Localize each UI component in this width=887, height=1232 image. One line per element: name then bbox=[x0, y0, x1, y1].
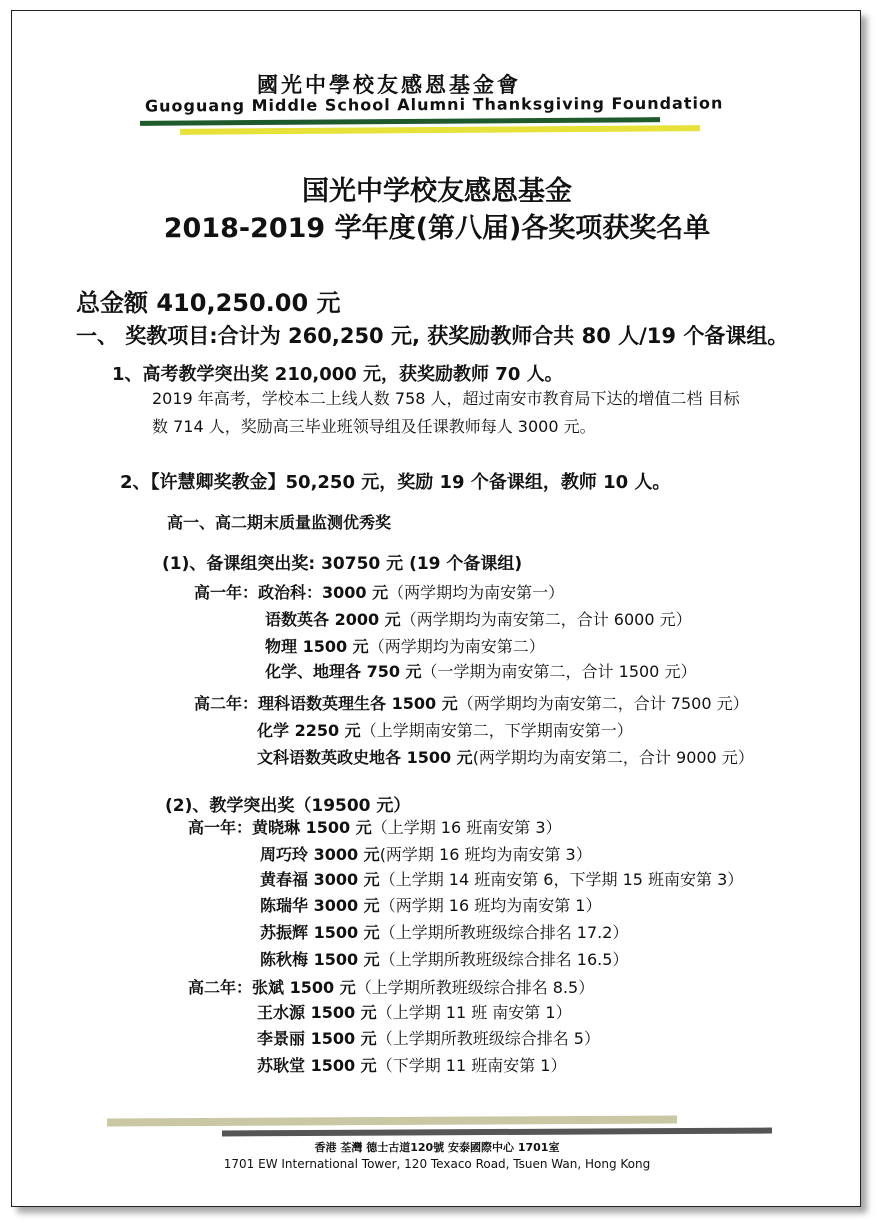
footer-address-en: 1701 EW International Tower, 120 Texaco Road, Tsuen Wan, Hong Kong bbox=[223, 1157, 651, 1171]
letterhead-yellow-rule bbox=[180, 125, 700, 135]
footer-yellow-rule bbox=[107, 1116, 677, 1127]
award-note: （两学期均为南安第一） bbox=[388, 583, 565, 602]
grade-label: 高一年： bbox=[194, 583, 259, 602]
award-note: （上学期 11 班 南安第 1） bbox=[376, 1003, 572, 1022]
footer-address-cn: 香港 荃灣 德士古道120號 安泰國際中心 1701室 bbox=[314, 1141, 560, 1154]
award-note: （上学期南安第二，下学期南安第一） bbox=[360, 721, 633, 740]
award-line bbox=[188, 975, 594, 998]
document-title-line2: 2018-2019 学年度(第八届)各奖项获奖名单 bbox=[163, 213, 711, 244]
part1-heading: (1)、备课组突出奖: 30750 元 (19 个备课组) bbox=[162, 554, 523, 574]
award-amount: 陈秋梅 1500 元 bbox=[260, 950, 380, 969]
item2-heading: 2、【许慧卿奖教金】50,250 元，奖励 19 个备课组，教师 10 人。 bbox=[120, 472, 671, 493]
item2-subheading: 高一、高二期末质量监测优秀奖 bbox=[167, 513, 392, 532]
award-line bbox=[265, 607, 692, 630]
award-line bbox=[260, 947, 628, 970]
award-amount: 理科语数英理生各 1500 元 bbox=[258, 694, 458, 713]
award-note: (两学期 16 班均为南安第 3） bbox=[379, 845, 592, 864]
letterhead-name-cn: 國光中學校友感恩基金會 bbox=[257, 73, 521, 97]
document-title-line1: 国光中学校友感恩基金 bbox=[302, 176, 572, 207]
award-line bbox=[260, 867, 743, 890]
award-line bbox=[257, 718, 633, 741]
award-amount: 化学 2250 元 bbox=[257, 721, 361, 740]
award-amount: 张斌 1500 元 bbox=[252, 978, 356, 997]
award-line bbox=[257, 745, 754, 768]
document-page bbox=[11, 10, 861, 1207]
award-amount: 苏耿堂 1500 元 bbox=[257, 1056, 377, 1075]
award-amount: 文科语数英政史地各 1500 元 bbox=[257, 748, 473, 767]
award-line bbox=[260, 842, 592, 865]
award-note: （上学期所教班级综合排名 8.5） bbox=[355, 978, 595, 997]
item1-body-line1: 2019 年高考，学校本二上线人数 758 人，超过南安市教育局下达的增值二档 目标 bbox=[152, 389, 740, 408]
award-amount: 苏振辉 1500 元 bbox=[260, 923, 380, 942]
letterhead-green-rule bbox=[140, 117, 660, 126]
award-line bbox=[260, 893, 602, 916]
item1-heading: 1、高考教学突出奖 210,000 元，获奖励教师 70 人。 bbox=[112, 364, 563, 385]
total-amount: 总金额 410,250.00 元 bbox=[76, 289, 341, 317]
award-note: （两学期均为南安第二，合计 7500 元） bbox=[457, 694, 749, 713]
award-amount: 周巧玲 3000 元 bbox=[260, 845, 380, 864]
award-note: (两学期均为南安第二，合计 9000 元） bbox=[472, 748, 754, 767]
award-line bbox=[188, 815, 562, 838]
award-line bbox=[260, 920, 628, 943]
award-note: （上学期 14 班南安第 6，下学期 15 班南安第 3） bbox=[379, 870, 744, 889]
item1-body bbox=[152, 385, 740, 441]
award-note: （上学期 16 班南安第 3） bbox=[371, 818, 562, 837]
part2-heading: (2)、教学突出奖（19500 元） bbox=[165, 796, 411, 816]
grade-label: 高二年： bbox=[194, 694, 259, 713]
award-note: （一学期为南安第二，合计 1500 元） bbox=[421, 662, 697, 681]
award-amount: 政治科：3000 元 bbox=[258, 583, 389, 602]
award-amount: 语数英各 2000 元 bbox=[265, 610, 401, 629]
award-line bbox=[257, 1026, 600, 1049]
award-line bbox=[257, 1053, 567, 1076]
award-note: （下学期 11 班南安第 1） bbox=[376, 1056, 567, 1075]
grade-label: 高二年： bbox=[188, 978, 253, 997]
award-line bbox=[194, 691, 749, 714]
award-note: （上学期所教班级综合排名 5） bbox=[376, 1029, 600, 1048]
award-amount: 李景丽 1500 元 bbox=[257, 1029, 377, 1048]
award-line bbox=[257, 1000, 572, 1023]
footer-dark-rule bbox=[222, 1128, 772, 1137]
award-note: （上学期所教班级综合排名 16.5） bbox=[379, 950, 629, 969]
award-note: （两学期 16 班均为南安第 1） bbox=[379, 896, 602, 915]
letterhead-name-en: Guoguang Middle School Alumni Thanksgiving Foundation bbox=[144, 93, 724, 116]
award-note: （上学期所教班级综合排名 17.2） bbox=[379, 923, 629, 942]
award-amount: 王水源 1500 元 bbox=[257, 1003, 377, 1022]
award-amount: 物理 1500 元 bbox=[265, 637, 369, 656]
award-note: （两学期均为南安第二） bbox=[368, 637, 545, 656]
grade-label: 高一年： bbox=[188, 818, 253, 837]
award-amount: 黄晓琳 1500 元 bbox=[252, 818, 372, 837]
award-line bbox=[194, 580, 564, 603]
award-amount: 黄春福 3000 元 bbox=[260, 870, 380, 889]
award-amount: 化学、地理各 750 元 bbox=[265, 662, 422, 681]
award-line bbox=[265, 659, 696, 682]
award-line bbox=[265, 634, 545, 657]
item1-body-line2: 数 714 人，奖励高三毕业班领导组及任课教师每人 3000 元。 bbox=[152, 417, 596, 436]
award-note: （两学期均为南安第二，合计 6000 元） bbox=[400, 610, 692, 629]
award-amount: 陈瑞华 3000 元 bbox=[260, 896, 380, 915]
section1-heading: 一、 奖教项目:合计为 260,250 元, 获奖励教师合共 80 人/19 个备课组。 bbox=[76, 324, 789, 348]
